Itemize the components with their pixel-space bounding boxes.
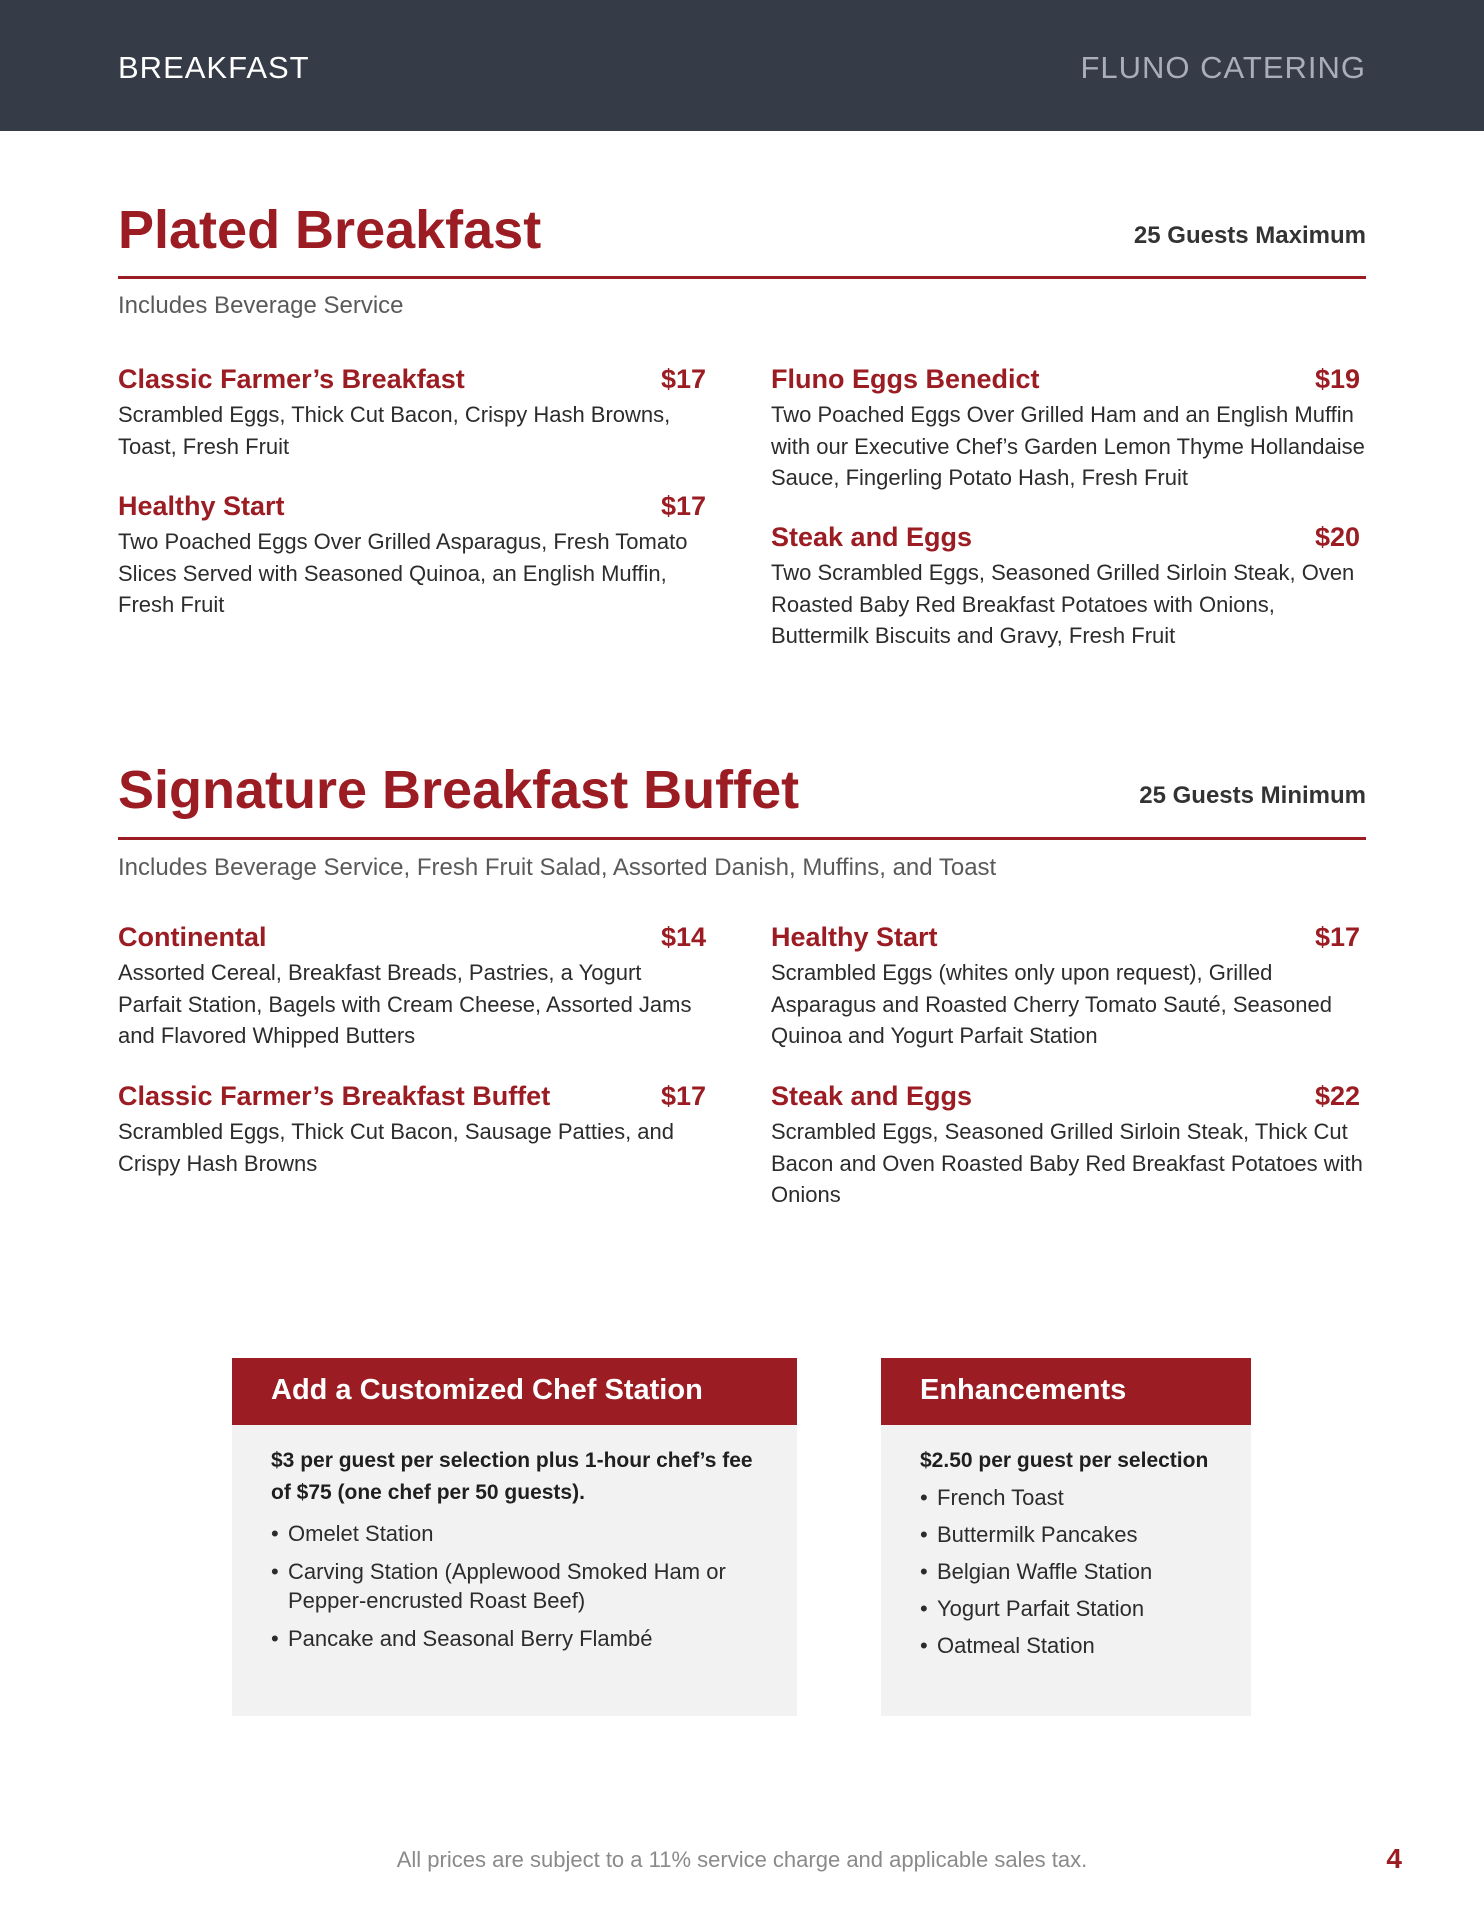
plated-breakfast-section <box>118 198 1366 658</box>
section-divider <box>118 276 1366 279</box>
menu-item <box>771 1079 1366 1211</box>
item-name: Healthy Start <box>771 922 938 952</box>
list-item: • Belgian Waffle Station <box>920 1559 1153 1584</box>
guest-limit: 25 Guests Maximum <box>1133 222 1366 249</box>
list-item: • French Toast <box>920 1485 1064 1510</box>
list-item: • Yogurt Parfait Station <box>920 1596 1145 1621</box>
item-price: $14 <box>660 922 706 952</box>
box-title: Enhancements <box>881 1358 1251 1425</box>
bullet: • <box>920 1522 928 1547</box>
list-item: • Carving Station (Applewood Smoked Ham or Pepper-encrusted Roast Beef) <box>271 1559 726 1613</box>
box-pricing: $3 per guest per selection plus 1-hour chef’s fee of $75 (one chef per 50 guests). <box>271 1449 753 1504</box>
item-price: $17 <box>660 364 706 394</box>
page-number: 4 <box>1386 1843 1402 1874</box>
list-item: • Oatmeal Station <box>920 1633 1095 1658</box>
section-label: BREAKFAST <box>118 50 310 85</box>
bullet: • <box>920 1596 928 1621</box>
brand-name: FLUNO CATERING <box>1080 50 1366 85</box>
station-list <box>271 1519 758 1653</box>
item-description: Two Poached Eggs Over Grilled Ham and an English Muffin with our Executive Chef’s Garden Lemon Thyme Hollandaise Sauce, Fingerling Potato Hash, Fresh Fruit <box>771 402 1365 490</box>
item-name: Classic Farmer’s Breakfast Buffet <box>118 1081 551 1111</box>
section-subtitle: Includes Beverage Service <box>118 292 404 319</box>
item-name: Healthy Start <box>118 491 285 521</box>
menu-item <box>118 920 706 1052</box>
item-description: Assorted Cereal, Breakfast Breads, Pastries, a Yogurt Parfait Station, Bagels with Cream Cheese, Assorted Jams and Flavored Whipped Butters <box>118 960 692 1048</box>
item-name: Continental <box>118 922 267 952</box>
item-price: $17 <box>660 491 706 521</box>
list-item: • Pancake and Seasonal Berry Flambé <box>271 1626 653 1651</box>
item-description: Scrambled Eggs, Thick Cut Bacon, Crispy Hash Browns, Toast, Fresh Fruit <box>118 402 671 459</box>
item-price: $19 <box>1314 364 1360 394</box>
section-title: Signature Breakfast Buffet <box>118 760 800 820</box>
enhancements-box <box>881 1358 1251 1716</box>
section-title: Plated Breakfast <box>118 200 542 260</box>
bullet: • <box>271 1521 279 1546</box>
item-name: Steak and Eggs <box>771 522 973 552</box>
menu-item <box>771 920 1366 1052</box>
footer-note: All prices are subject to a 11% service charge and applicable sales tax. <box>396 1847 1088 1872</box>
item-description: Two Scrambled Eggs, Seasoned Grilled Sirloin Steak, Oven Roasted Baby Red Breakfast Potatoes with Onions, Buttermilk Biscuits and Gravy, Fresh Fruit <box>771 560 1355 648</box>
box-pricing: $2.50 per guest per selection <box>920 1449 1209 1472</box>
bullet: • <box>920 1485 928 1510</box>
menu-item <box>771 362 1366 494</box>
bullet: • <box>920 1633 928 1658</box>
list-item: • Omelet Station <box>271 1521 434 1546</box>
bullet: • <box>271 1559 279 1584</box>
item-price: $17 <box>1314 922 1360 952</box>
guest-limit: 25 Guests Minimum <box>1139 782 1366 809</box>
signature-buffet-section <box>118 758 1366 1228</box>
item-name: Steak and Eggs <box>771 1081 973 1111</box>
item-name: Classic Farmer’s Breakfast <box>118 364 465 394</box>
bullet: • <box>271 1626 279 1651</box>
section-subtitle: Includes Beverage Service, Fresh Fruit Salad, Assorted Danish, Muffins, and Toast <box>118 854 997 881</box>
list-item: • Buttermilk Pancakes <box>920 1522 1138 1547</box>
box-title: Add a Customized Chef Station <box>232 1358 797 1425</box>
item-price: $20 <box>1314 522 1360 552</box>
item-price: $22 <box>1314 1081 1360 1111</box>
menu-item <box>771 520 1366 652</box>
chef-station-box <box>232 1358 797 1716</box>
item-description: Scrambled Eggs (whites only upon request), Grilled Asparagus and Roasted Cherry Tomato Sauté, Seasoned Quinoa and Yogurt Parfait Station <box>771 960 1332 1048</box>
item-name: Fluno Eggs Benedict <box>771 364 1040 394</box>
menu-item <box>118 489 706 621</box>
item-price: $17 <box>660 1081 706 1111</box>
item-description: Scrambled Eggs, Seasoned Grilled Sirloin Steak, Thick Cut Bacon and Oven Roasted Baby Red Breakfast Potatoes with Onions <box>771 1119 1363 1207</box>
menu-item <box>118 362 706 462</box>
page-header <box>0 0 1484 131</box>
item-description: Scrambled Eggs, Thick Cut Bacon, Sausage Patties, and Crispy Hash Browns <box>118 1119 675 1176</box>
menu-item <box>118 1079 706 1179</box>
item-description: Two Poached Eggs Over Grilled Asparagus, Fresh Tomato Slices Served with Seasoned Quinoa, an English Muffin, Fresh Fruit <box>118 529 688 617</box>
enhancement-list <box>920 1483 1212 1660</box>
bullet: • <box>920 1559 928 1584</box>
section-divider <box>118 837 1366 840</box>
